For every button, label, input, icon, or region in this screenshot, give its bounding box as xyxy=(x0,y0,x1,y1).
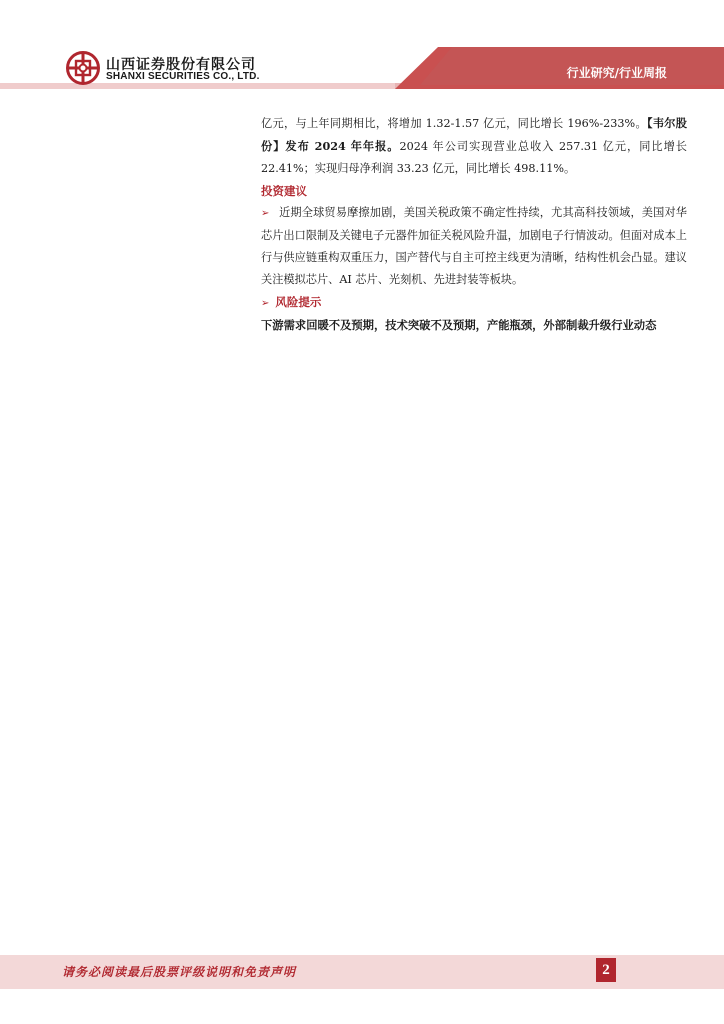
bullet-arrow-icon: ➢ xyxy=(261,298,270,309)
bullet-arrow-icon: ➢ xyxy=(261,208,270,219)
company-logo-icon xyxy=(66,51,100,85)
paragraph-risk: 下游需求回暖不及预期，技术突破不及预期，产能瓶颈，外部制裁升级行业动态 xyxy=(261,319,657,332)
company-name-en: SHANXI SECURITIES CO., LTD. xyxy=(106,71,260,82)
report-section-label: 行业研究/行业周报 xyxy=(566,66,667,80)
paragraph-investment xyxy=(261,202,687,291)
paragraph-text: 亿元，与上年同期相比，将增加 1.32-1.57 亿元，同比增长 196%-233%。 xyxy=(261,117,647,130)
company-name-cn: 山西证券股份有限公司 xyxy=(106,57,256,73)
page-number: 2 xyxy=(596,958,616,982)
report-body xyxy=(261,112,687,337)
paragraph-bold-heading: 【韦尔股份】发布 2024 年年报。 xyxy=(261,116,687,153)
section-title-investment: 投资建议 xyxy=(261,184,307,198)
paragraph-earnings xyxy=(261,112,687,180)
section-title-risk xyxy=(261,291,687,315)
paragraph-text: 2024 年公司实现营业总收入 257.31 亿元，同比增长 22.41%；实现归母净利润 33.23 亿元，同比增长 498.11%。 xyxy=(261,140,687,175)
paragraph-text: 近期全球贸易摩擦加剧，美国关税政策不确定性持续，尤其高科技领域，美国对华芯片出口限制及关键电子元器件加征关税风险升温，加剧电子行情波动。但面对成本上行与供应链重构双重压力，国产替代与自主可控主线更为清晰，结构性机会凸显。建议关注模拟芯片、AI 芯片、光刻机、先进封装等板块。 xyxy=(261,206,687,286)
risk-title-text: 风险提示 xyxy=(275,295,322,309)
footer-disclaimer: 请务必阅读最后股票评级说明和免责声明 xyxy=(62,965,297,979)
